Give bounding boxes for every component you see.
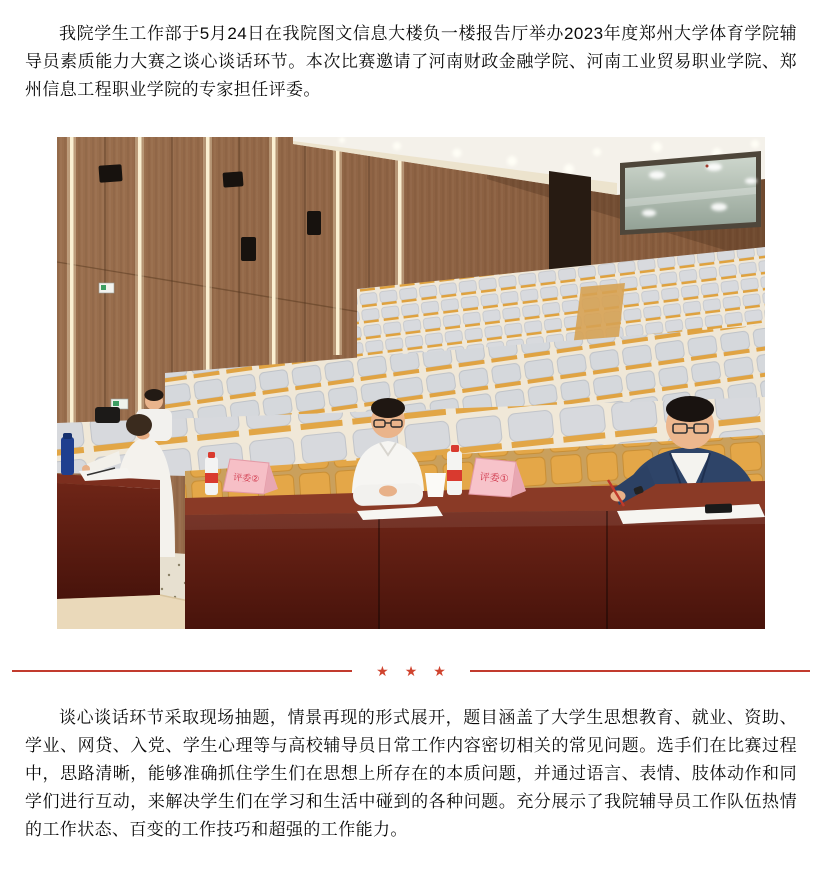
svg-text:评委①: 评委① — [479, 472, 510, 486]
paper-cup — [425, 473, 446, 497]
section-divider — [12, 662, 810, 680]
judge-table — [185, 481, 765, 629]
star-icon: ★ — [433, 663, 446, 679]
star-icon: ★ — [404, 663, 418, 679]
blue-flask — [61, 437, 74, 475]
phone — [705, 504, 732, 514]
svg-text:评委②: 评委② — [232, 472, 260, 484]
divider-stars — [352, 662, 470, 680]
control-window — [620, 151, 761, 235]
judge-middle-arms — [353, 483, 424, 506]
divider-line-right — [470, 670, 810, 672]
divider-line-left — [12, 670, 352, 672]
article-paragraph-2: 谈心谈话环节采取现场抽题，情景再现的形式展开，题目涵盖了大学生思想教育、就业、资助、学业、网贷、入党、学生心理等与高校辅导员日常工作内容密切相关的常见问题。选手们在比赛过程中，思路清晰，能够准确抓住学生们在思想上所存在的本质问题，并通过语言、表情、肢体动作和同学们进行互动，来解决学生们在学习和生活中碰到的各种问题。充分展示了我院辅导员工作队伍热情的工作状态、百变的工作技巧和超强的工作能力。 — [25, 708, 797, 839]
auditorium-photo — [57, 137, 765, 629]
star-icon: ★ — [376, 663, 389, 679]
article-paragraph-1: 我院学生工作部于5月24日在我院图文信息大楼负一楼报告厅举办2023年度郑州大学体育学院辅导员素质能力大赛之谈心谈话环节。本次比赛邀请了河南财政金融学院、河南工业贸易职业学院、郑州信息工程职业学院的专家担任评委。 — [25, 24, 797, 99]
auditorium-photo-illustration — [57, 137, 765, 629]
